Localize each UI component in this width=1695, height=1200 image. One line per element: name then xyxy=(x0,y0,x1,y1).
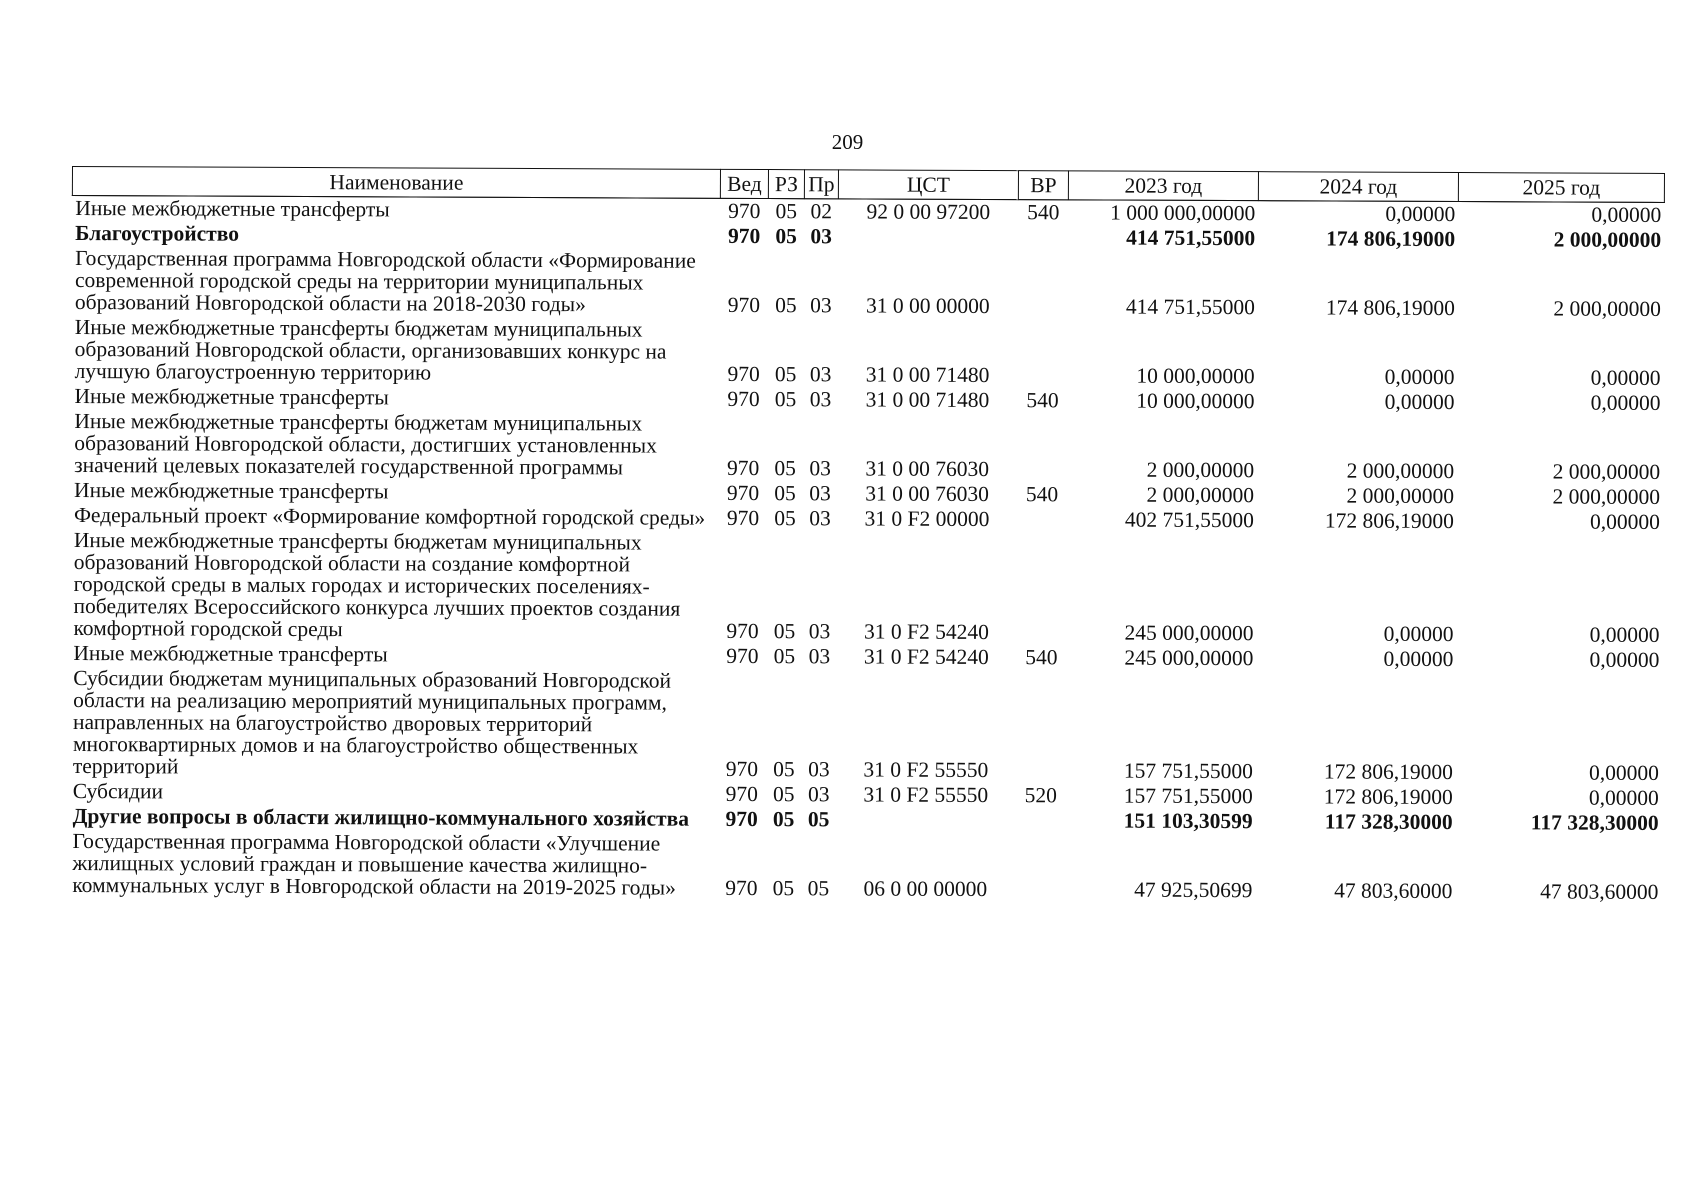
header-cst: ЦСТ xyxy=(838,170,1018,200)
row-rz: 05 xyxy=(774,456,796,481)
row-name: Субсидии бюджетам муниципальных образований Новгородской области на реализацию мероприятий муниципальных программ, направленных на благоустройство дворовых территорий многоквартирных домов и на благоустройство общественных территорий xyxy=(72,666,672,779)
row-2023: 414 751,55000 xyxy=(1125,294,1255,320)
row-2025: 0,00000 xyxy=(1590,509,1661,534)
table-row xyxy=(72,246,1664,322)
row-2025: 2 000,00000 xyxy=(1553,227,1662,252)
row-cst: 31 0 00 76030 xyxy=(865,456,990,482)
table-row xyxy=(71,409,1663,485)
row-pr: 03 xyxy=(809,481,831,506)
row-name: Благоустройство xyxy=(75,221,240,246)
row-rz: 05 xyxy=(775,293,797,318)
row-2023: 151 103,30599 xyxy=(1123,808,1253,834)
row-name: Иные межбюджетные трансферты xyxy=(74,384,389,410)
row-ved: 970 xyxy=(725,756,759,781)
row-cst: 31 0 F2 55550 xyxy=(863,757,989,783)
row-2024: 2 000,00000 xyxy=(1346,458,1455,484)
row-vr xyxy=(1016,670,1066,783)
row-2025: 2 000,00000 xyxy=(1552,459,1661,484)
row-2023: 414 751,55000 xyxy=(1126,225,1256,251)
row-2023: 2 000,00000 xyxy=(1146,457,1255,483)
row-name: Государственная программа Новгородской области «Формирование современной городской среды на территории муниципальных образований Новгородской области на 2018-2030 годы» xyxy=(74,246,696,317)
row-cst: 06 0 00 00000 xyxy=(863,876,988,901)
row-2023: 402 751,55000 xyxy=(1124,507,1255,533)
row-rz: 05 xyxy=(772,807,795,832)
row-2024: 117 328,30000 xyxy=(1324,809,1453,835)
row-cst: 31 0 00 71480 xyxy=(865,362,990,388)
row-ved: 970 xyxy=(726,480,760,506)
row-pr: 03 xyxy=(809,387,832,412)
row-2024: 0,00000 xyxy=(1384,389,1455,415)
row-ved: 970 xyxy=(727,292,761,318)
header-name: Наименование xyxy=(72,167,720,199)
row-2024: 0,00000 xyxy=(1385,201,1456,227)
row-pr: 05 xyxy=(807,807,830,832)
row-vr xyxy=(1017,413,1067,482)
row-rz: 05 xyxy=(775,199,798,224)
row-name: Иные межбюджетные трансферты xyxy=(73,641,388,667)
row-2024: 174 806,19000 xyxy=(1326,226,1456,252)
row-rz: 05 xyxy=(772,876,795,901)
row-cst xyxy=(838,224,1018,250)
row-vr xyxy=(1017,507,1067,532)
row-name: Иные межбюджетные трансферты xyxy=(75,196,390,222)
row-2023: 47 925,50699 xyxy=(1134,877,1253,903)
table-body xyxy=(69,196,1664,905)
row-vr: 520 xyxy=(1024,783,1057,808)
row-rz: 05 xyxy=(773,619,796,644)
row-ved: 970 xyxy=(726,505,760,531)
row-2024: 172 806,19000 xyxy=(1323,759,1453,785)
row-name: Государственная программа Новгородской области «Улучшение жилищных условий граждан и повышение качества жилищно-коммунальных услуг в Новгородской области на 2019-2025 годы» xyxy=(72,829,676,900)
row-2025: 2 000,00000 xyxy=(1553,296,1661,321)
row-cst: 31 0 F2 55550 xyxy=(863,782,989,808)
row-pr: 03 xyxy=(810,293,832,318)
row-ved: 970 xyxy=(727,361,760,387)
header-2023: 2023 год xyxy=(1068,171,1258,201)
row-ved: 970 xyxy=(727,386,760,412)
budget-table-container xyxy=(69,166,1664,905)
row-2024: 0,00000 xyxy=(1384,364,1455,390)
row-pr: 03 xyxy=(808,644,831,669)
row-2025: 0,00000 xyxy=(1591,202,1662,227)
row-pr: 02 xyxy=(810,199,833,224)
row-2025: 117 328,30000 xyxy=(1530,810,1659,835)
row-ved: 970 xyxy=(728,223,761,249)
row-2024: 172 806,19000 xyxy=(1324,508,1455,534)
row-vr xyxy=(1018,319,1068,388)
row-ved: 970 xyxy=(726,643,759,668)
row-2023: 157 751,55000 xyxy=(1123,758,1253,784)
row-2025: 0,00000 xyxy=(1590,390,1661,415)
row-2025: 47 803,60000 xyxy=(1540,879,1659,904)
row-rz: 05 xyxy=(774,506,796,531)
row-cst: 31 0 F2 54240 xyxy=(863,644,989,670)
row-ved: 970 xyxy=(725,806,758,831)
row-vr: 540 xyxy=(1025,645,1058,670)
row-rz: 05 xyxy=(774,481,796,506)
row-name: Федеральный проект «Формирование комфортной городской среды» xyxy=(73,503,706,530)
table-row xyxy=(70,528,1662,648)
row-vr: 540 xyxy=(1025,482,1059,507)
row-2023: 245 000,00000 xyxy=(1124,645,1254,671)
row-ved: 970 xyxy=(726,618,759,644)
table-row xyxy=(70,666,1662,786)
row-name: Иные межбюджетные трансферты xyxy=(74,478,389,504)
row-2025: 0,00000 xyxy=(1589,647,1660,672)
row-cst: 31 0 00 00000 xyxy=(866,293,990,319)
row-rz: 05 xyxy=(774,362,797,387)
row-pr: 03 xyxy=(809,362,832,387)
row-2023: 1 000 000,00000 xyxy=(1110,200,1256,226)
row-2025: 0,00000 xyxy=(1588,785,1659,810)
row-2023: 10 000,00000 xyxy=(1136,388,1255,414)
row-pr: 05 xyxy=(807,876,830,901)
row-vr xyxy=(1018,225,1068,250)
row-cst xyxy=(836,807,1016,833)
row-pr: 03 xyxy=(808,619,831,644)
row-rz: 05 xyxy=(773,757,795,782)
row-name: Субсидии xyxy=(72,779,164,804)
row-pr: 03 xyxy=(809,506,831,531)
row-2024: 0,00000 xyxy=(1383,621,1454,647)
row-cst: 92 0 00 97200 xyxy=(866,199,991,225)
row-rz: 05 xyxy=(772,782,795,807)
row-name: Иные межбюджетные трансферты бюджетам муниципальных образований Новгородской области, организовавших конкурс на лучшую благоустроенную территорию xyxy=(74,315,667,385)
row-name: Иные межбюджетные трансферты бюджетам муниципальных образований Новгородской области, достигших установленных значений целевых показателей государственной программы xyxy=(74,409,657,480)
row-rz: 05 xyxy=(775,224,798,249)
table-row xyxy=(69,829,1661,905)
row-2024: 47 803,60000 xyxy=(1334,878,1453,904)
row-rz: 05 xyxy=(773,644,796,669)
row-vr xyxy=(1016,808,1066,833)
row-cst: 31 0 F2 54240 xyxy=(864,619,989,645)
row-2023: 157 751,55000 xyxy=(1123,783,1253,809)
header-vr: ВР xyxy=(1018,171,1068,200)
row-2024: 2 000,00000 xyxy=(1346,483,1455,509)
budget-table xyxy=(69,166,1665,905)
row-2025: 0,00000 xyxy=(1589,622,1660,647)
page-number: 209 xyxy=(831,130,864,154)
row-pr: 03 xyxy=(809,456,831,481)
row-2025: 0,00000 xyxy=(1590,365,1661,390)
row-2024: 0,00000 xyxy=(1383,646,1454,672)
row-cst: 31 0 00 71480 xyxy=(865,387,990,413)
row-ved: 970 xyxy=(725,781,758,806)
table-row xyxy=(72,315,1664,391)
header-2024: 2024 год xyxy=(1258,172,1458,202)
row-2023: 245 000,00000 xyxy=(1124,620,1254,646)
header-rz: РЗ xyxy=(768,170,804,199)
row-ved: 970 xyxy=(728,198,761,224)
row-name: Другие вопросы в области жилищно-коммунального хозяйства xyxy=(72,804,690,831)
row-2023: 10 000,00000 xyxy=(1136,363,1255,389)
row-2024: 172 806,19000 xyxy=(1323,784,1453,810)
row-2025: 2 000,00000 xyxy=(1552,484,1661,509)
row-rz: 05 xyxy=(774,387,797,412)
row-vr xyxy=(1015,833,1065,902)
row-2023: 2 000,00000 xyxy=(1146,482,1255,508)
row-2024: 174 806,19000 xyxy=(1325,295,1455,321)
header-pr: Пр xyxy=(804,170,838,199)
row-2025: 0,00000 xyxy=(1588,760,1659,785)
header-2025: 2025 год xyxy=(1458,173,1664,203)
row-vr xyxy=(1018,250,1068,319)
row-vr xyxy=(1016,532,1066,645)
row-name: Иные межбюджетные трансферты бюджетам муниципальных образований Новгородской области на создание комфортной городской среды в малых городах и исторических поселениях-победителях Всероссийского конкурса лучших проектов создания комфортной городской среды xyxy=(73,528,681,642)
row-vr: 540 xyxy=(1027,200,1060,225)
row-cst: 31 0 F2 00000 xyxy=(864,506,990,532)
row-pr: 03 xyxy=(810,224,833,249)
row-ved: 970 xyxy=(725,875,758,900)
row-cst: 31 0 00 76030 xyxy=(865,481,989,507)
row-ved: 970 xyxy=(727,455,760,481)
header-ved: Вед xyxy=(720,169,768,198)
row-pr: 03 xyxy=(807,782,830,807)
row-vr: 540 xyxy=(1026,388,1059,413)
row-pr: 03 xyxy=(808,757,830,782)
